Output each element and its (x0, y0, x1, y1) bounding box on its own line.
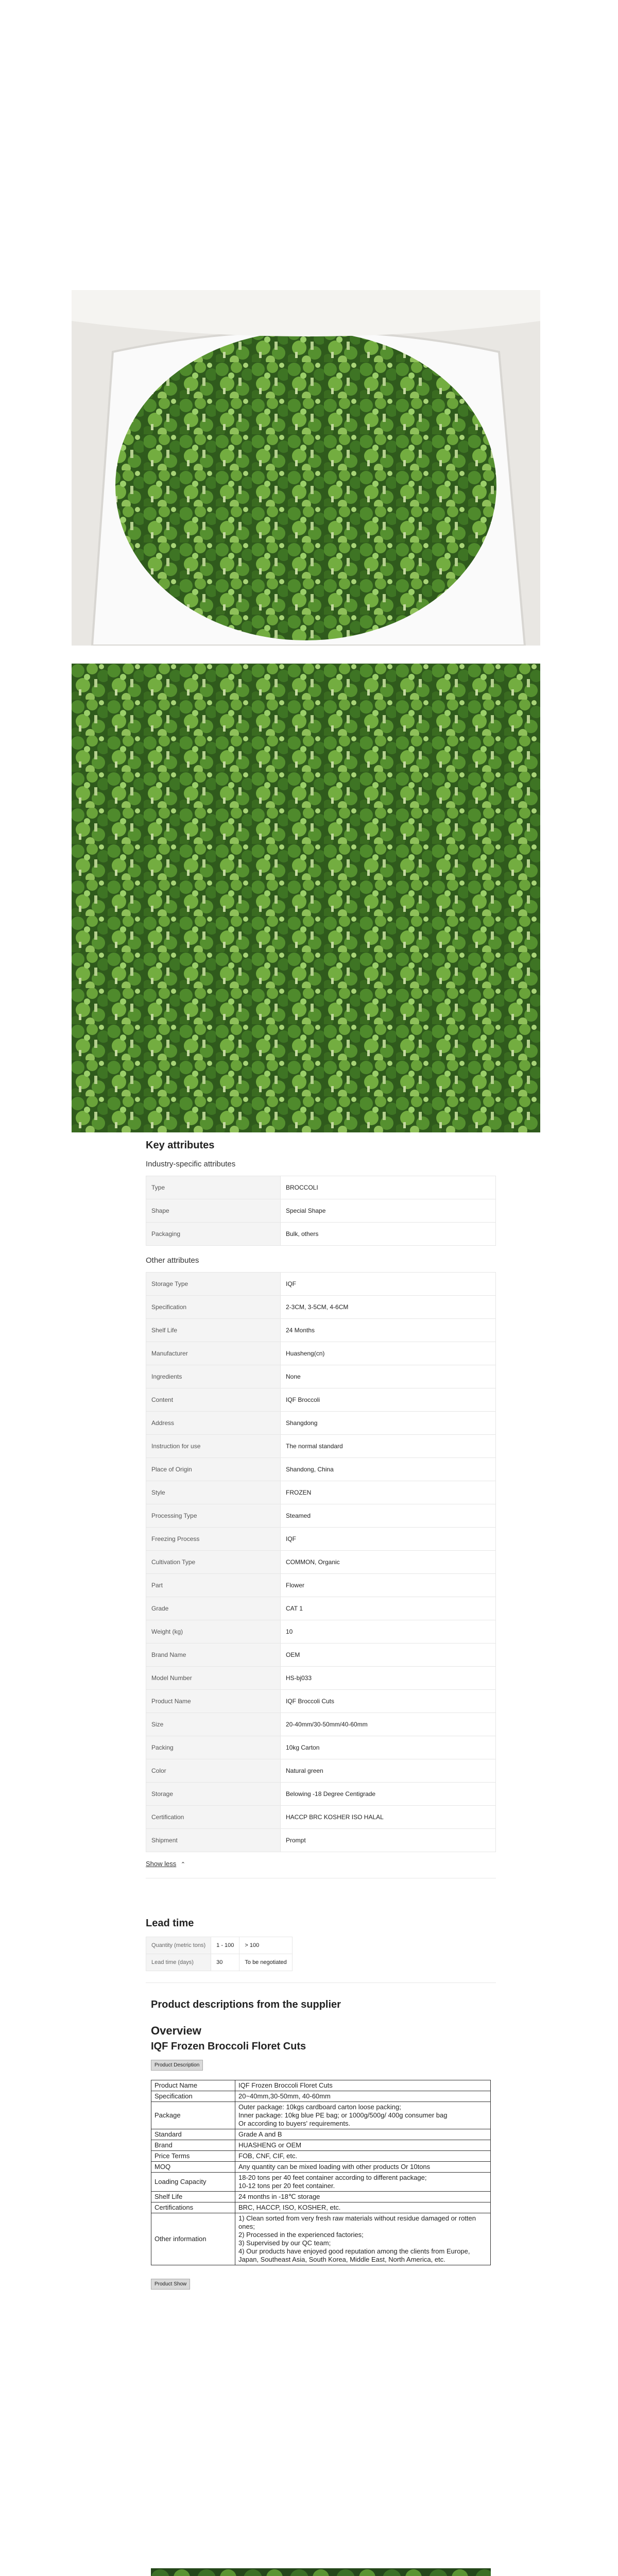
attr-key: Certification (146, 1806, 281, 1829)
spec-line: 1) Clean sorted from very fresh raw materials without residue damaged or rotten ones; (238, 2214, 476, 2230)
attr-key: Storage Type (146, 1273, 281, 1296)
spec-key: Brand (151, 2140, 235, 2151)
attr-key: Color (146, 1759, 281, 1783)
attr-value: Prompt (281, 1829, 496, 1852)
attr-key: Storage (146, 1783, 281, 1806)
spec-key: Product Name (151, 2080, 235, 2091)
table-row (146, 1620, 496, 1643)
table-row (146, 1435, 496, 1458)
attr-value: OEM (281, 1643, 496, 1667)
spec-value (235, 2192, 491, 2202)
spec-value (235, 2202, 491, 2213)
spec-key: Standard (151, 2129, 235, 2140)
spec-key: MOQ (151, 2162, 235, 2173)
attr-key: Style (146, 1481, 281, 1504)
spec-key: Package (151, 2102, 235, 2129)
attr-value: None (281, 1365, 496, 1388)
attr-value: Special Shape (281, 1199, 496, 1223)
key-attributes-section (146, 1140, 496, 1878)
spec-key: Other information (151, 2213, 235, 2265)
table-row (146, 1528, 496, 1551)
attr-value: 2-3CM, 3-5CM, 4-6CM (281, 1296, 496, 1319)
product-photo-2[interactable] (72, 664, 540, 1132)
lead-time-table (146, 1937, 293, 1971)
table-row (146, 1412, 496, 1435)
table-row (146, 1829, 496, 1852)
table-row (151, 2102, 491, 2129)
attr-key: Packaging (146, 1223, 281, 1246)
lead-key: Quantity (metric tons) (146, 1937, 211, 1954)
divider (146, 1982, 496, 1983)
table-row (146, 1690, 496, 1713)
other-attributes-table (146, 1272, 496, 1852)
spec-line: Inner package: 10kg blue PE bag; or 1000g/500g/ 400g consumer bag (238, 2111, 448, 2119)
spec-line: 24 months in -18℃ storage (238, 2193, 320, 2200)
product-show-badge: Product Show (151, 2279, 190, 2290)
table-row (151, 2213, 491, 2265)
spec-line: 3) Supervised by our QC team; (238, 2239, 331, 2247)
lead-cell: 1 - 100 (211, 1937, 239, 1954)
table-row (146, 1481, 496, 1504)
table-row (146, 1458, 496, 1481)
attr-value: The normal standard (281, 1435, 496, 1458)
spec-value (235, 2140, 491, 2151)
table-row (146, 1199, 496, 1223)
spec-key: Specification (151, 2091, 235, 2102)
attr-value: IQF (281, 1528, 496, 1551)
attr-value: 20-40mm/30-50mm/40-60mm (281, 1713, 496, 1736)
attr-value: Shandong, China (281, 1458, 496, 1481)
table-row (151, 2162, 491, 2173)
show-less-link[interactable]: Show less (146, 1860, 177, 1868)
table-row (146, 1551, 496, 1574)
attr-value: BROCCOLI (281, 1176, 496, 1199)
spec-value (235, 2162, 491, 2173)
spec-line: Or according to buyers' requirements. (238, 2120, 351, 2127)
attr-value: IQF Broccoli Cuts (281, 1690, 496, 1713)
attr-key: Shipment (146, 1829, 281, 1852)
attr-key: Address (146, 1412, 281, 1435)
attr-value: IQF Broccoli (281, 1388, 496, 1412)
attr-value: 24 Months (281, 1319, 496, 1342)
spec-line: IQF Frozen Broccoli Floret Cuts (238, 2081, 333, 2089)
lead-time-section (146, 1918, 496, 1983)
spec-key: Price Terms (151, 2151, 235, 2162)
table-row (146, 1954, 293, 1971)
table-row (151, 2140, 491, 2151)
show-less-toggle[interactable] (146, 1859, 496, 1869)
attr-key: Shape (146, 1199, 281, 1223)
spec-line: Any quantity can be mixed loading with other products Or 10tons (238, 2163, 431, 2171)
attr-value: Belowing -18 Degree Centigrade (281, 1783, 496, 1806)
table-row (146, 1273, 496, 1296)
product-photo-1[interactable] (72, 290, 540, 646)
spec-table (151, 2080, 491, 2265)
spec-value (235, 2151, 491, 2162)
attr-value: Flower (281, 1574, 496, 1597)
table-row (151, 2192, 491, 2202)
lead-cell: To be negotiated (239, 1954, 292, 1971)
attr-value: COMMON, Organic (281, 1551, 496, 1574)
attr-value: Huasheng(cn) (281, 1342, 496, 1365)
attr-key: Content (146, 1388, 281, 1412)
spec-line: 18-20 tons per 40 feet container according to different package; (238, 2174, 427, 2181)
attr-value: HS-bj033 (281, 1667, 496, 1690)
attr-key: Instruction for use (146, 1435, 281, 1458)
attr-key: Packing (146, 1736, 281, 1759)
lead-cell: > 100 (239, 1937, 292, 1954)
broccoli-show-photo (151, 2568, 491, 2576)
broccoli-bag-photo (72, 290, 540, 646)
table-row (146, 1667, 496, 1690)
descriptions-section (151, 1999, 501, 2290)
spec-key: Loading Capacity (151, 2173, 235, 2192)
industry-attributes-table (146, 1176, 496, 1246)
attr-value: Natural green (281, 1759, 496, 1783)
spec-line: Outer package: 10kgs cardboard carton loose packing; (238, 2103, 401, 2111)
table-row (146, 1319, 496, 1342)
table-row (146, 1643, 496, 1667)
table-row (146, 1806, 496, 1829)
product-title: IQF Frozen Broccoli Floret Cuts (151, 2041, 306, 2052)
spec-value (235, 2129, 491, 2140)
attr-key: Processing Type (146, 1504, 281, 1528)
attr-key: Model Number (146, 1667, 281, 1690)
attr-value: Shangdong (281, 1412, 496, 1435)
attr-value: HACCP BRC KOSHER ISO HALAL (281, 1806, 496, 1829)
table-row (146, 1937, 293, 1954)
attr-value: 10 (281, 1620, 496, 1643)
attr-key: Product Name (146, 1690, 281, 1713)
descriptions-title: Product descriptions from the supplier (151, 1999, 341, 2010)
spec-line: BRC, HACCP, ISO, KOSHER, etc. (238, 2204, 341, 2211)
table-row (146, 1223, 496, 1246)
attr-key: Type (146, 1176, 281, 1199)
table-row (146, 1296, 496, 1319)
key-attributes-title: Key attributes (146, 1140, 215, 1151)
table-row (146, 1597, 496, 1620)
table-row (146, 1504, 496, 1528)
spec-value (235, 2173, 491, 2192)
spec-line: FOB, CNF, CIF, etc. (238, 2152, 298, 2160)
broccoli-closeup-photo (72, 664, 540, 1132)
spec-value (235, 2213, 491, 2265)
table-row (151, 2091, 491, 2102)
table-row (146, 1365, 496, 1388)
attr-key: Brand Name (146, 1643, 281, 1667)
spec-line: 2) Processed in the experienced factories; (238, 2231, 364, 2239)
lead-cell: 30 (211, 1954, 239, 1971)
attr-value: Bulk, others (281, 1223, 496, 1246)
table-row (151, 2202, 491, 2213)
attr-key: Part (146, 1574, 281, 1597)
attr-key: Ingredients (146, 1365, 281, 1388)
table-row (151, 2173, 491, 2192)
industry-attributes-title: Industry-specific attributes (146, 1160, 236, 1168)
attr-key: Manufacturer (146, 1342, 281, 1365)
spec-line: 4) Our products have enjoyed good reputation among the clients from Europe, Japan, Southeast Asia, South Korea, Middle East, North America, etc. (238, 2247, 470, 2263)
chevron-up-icon: ⌃ (180, 1861, 185, 1868)
spec-line: 20~40mm,30-50mm, 40-60mm (238, 2092, 331, 2100)
other-attributes-title: Other attributes (146, 1256, 199, 1265)
spec-value (235, 2091, 491, 2102)
attr-key: Shelf Life (146, 1319, 281, 1342)
product-description-badge: Product Description (151, 2060, 203, 2071)
attr-key: Specification (146, 1296, 281, 1319)
spec-value (235, 2102, 491, 2129)
attr-key: Grade (146, 1597, 281, 1620)
table-row (146, 1783, 496, 1806)
table-row (151, 2080, 491, 2091)
attr-key: Size (146, 1713, 281, 1736)
spec-key: Certifications (151, 2202, 235, 2213)
lead-time-title: Lead time (146, 1918, 194, 1929)
overview-title: Overview (151, 2024, 201, 2037)
table-row (146, 1176, 496, 1199)
attr-value: CAT 1 (281, 1597, 496, 1620)
table-row (146, 1388, 496, 1412)
spec-value (235, 2080, 491, 2091)
lead-key: Lead time (days) (146, 1954, 211, 1971)
attr-key: Place of Origin (146, 1458, 281, 1481)
table-row (151, 2129, 491, 2140)
attr-value: IQF (281, 1273, 496, 1296)
attr-key: Weight (kg) (146, 1620, 281, 1643)
spec-line: HUASHENG or OEM (238, 2141, 302, 2149)
attr-value: Steamed (281, 1504, 496, 1528)
attr-value: FROZEN (281, 1481, 496, 1504)
table-row (146, 1759, 496, 1783)
spec-line: Grade A and B (238, 2130, 282, 2138)
attr-value: 10kg Carton (281, 1736, 496, 1759)
table-row (146, 1736, 496, 1759)
table-row (146, 1574, 496, 1597)
product-show-photo-1[interactable] (151, 2568, 491, 2576)
attr-key: Freezing Process (146, 1528, 281, 1551)
spec-key: Shelf Life (151, 2192, 235, 2202)
table-row (146, 1342, 496, 1365)
attr-key: Cultivation Type (146, 1551, 281, 1574)
table-row (151, 2151, 491, 2162)
spec-line: 10-12 tons per 20 feet container. (238, 2182, 335, 2190)
table-row (146, 1713, 496, 1736)
